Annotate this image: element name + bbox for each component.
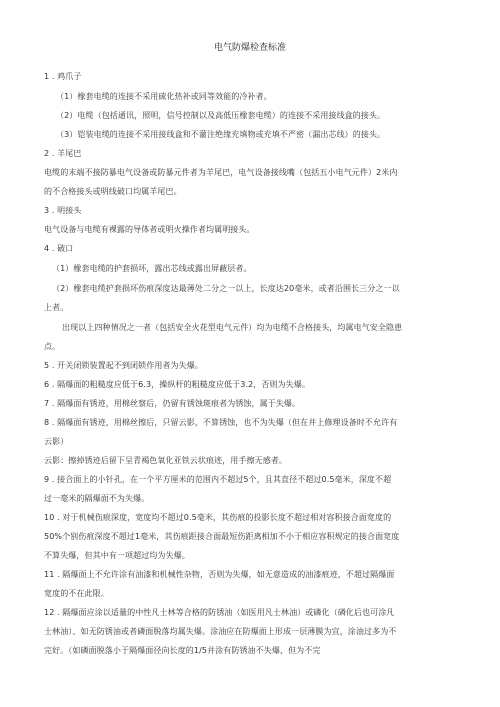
list-item: （1）橡套电缆的连接不采用硫化热补或同等效能的冷补者。 <box>56 92 272 101</box>
paragraph-line: 的不合格接头或明线破口均属羊尾巴。 <box>44 187 182 196</box>
paragraph-line: 点。 <box>44 342 61 351</box>
paragraph-line: 不算失爆，但其中有一项超过均为失爆。 <box>44 551 190 560</box>
section-heading: 6 . 隔爆面的粗糙度应低于6.3，操纵杆的粗糙度应低于3.2，否则为失爆。 <box>44 380 310 389</box>
paragraph-line: 50%个别伤痕深度不超过1毫米，其伤痕距接合面最短伤距离相加不小于相应容积规定的接合面宽度 <box>44 532 400 541</box>
page-title: 电气防爆检查标准 <box>213 43 286 53</box>
paragraph-line: 云影：擦掉锈迹后留下呈青褐色氧化亚铁云状痕迹，用手擦无感者。 <box>44 456 287 465</box>
paragraph-line: 士林油）、如无防锈油或者磷面脱落均属失爆。涂油应在防爆面上形成一层薄膜为宜，涂油过多为不 <box>44 627 397 636</box>
paragraph-line: 过一毫米的隔爆面不为失爆。 <box>44 494 150 503</box>
section-heading: 11 . 隔爆面上不允许涂有油漆和机械性杂物，否则为失爆，如无意造成的油漆痕迹，不超过隔爆面 <box>44 570 395 579</box>
section-heading: 7 . 隔爆面有锈迹，用棉丝察后，仍留有锈蚀斑痕者为锈蚀，属于失爆。 <box>44 399 301 408</box>
list-item: （2）电缆（包括通讯，照明，信号控制以及高低压橡套电缆）的连接不采用接线盒的接头。 <box>56 111 386 120</box>
section-heading: 3 . 明接头 <box>44 206 82 215</box>
section-heading: 12 . 隔爆面应涂以适量的中性凡士林等合格的防锈油（如医用凡士林油）或磷化（磷化后也可涂凡 <box>44 608 395 617</box>
paragraph-line: 完好。（如磷面脱落小于隔爆面径向长度的1/5并涂有防锈油不失爆，但为不完 <box>44 646 321 655</box>
list-item: （3）铠装电缆的连接不采用接线盒和不灌注绝缘充填物或充填不严密（漏出芯线）的接头。 <box>56 130 386 139</box>
section-heading: 4 . 破口 <box>44 244 74 253</box>
paragraph-line: 上者。 <box>44 303 69 312</box>
paragraph-line: 宽度的不在此限。 <box>44 589 109 598</box>
paragraph-line: 电气设备与电缆有裸露的导体者或明火操作者均属明接头。 <box>44 225 255 234</box>
section-heading: 10 . 对于机械伤痕深度，宽度均不超过0.5毫米，其伤痕的投影长度不超过相对容积接合面宽度的 <box>44 513 392 522</box>
section-heading: 8 . 隔爆面有锈迹，用棉丝擦后，只留云影，不算锈蚀，也不为失爆（但在井上修理设备时不允许有 <box>44 418 398 427</box>
list-item: （1）橡套电缆的护套损坏，露出芯线或露出屏蔽层者。 <box>52 264 252 273</box>
section-heading: 1 . 鸡爪子 <box>44 72 82 81</box>
paragraph-line: 出现以上四种情况之一者（包括安全火花型电气元件）均为电缆不合格接头，均属电气安全隐患 <box>62 323 403 332</box>
section-heading: 9 . 接合面上的小针孔，在一个平方厘米的范围内不超过5个，且其直径不超过0.5毫米，深度不超 <box>44 475 392 484</box>
paragraph-line: 电缆的末端不接防暴电气设备或防暴元件者为羊尾巴，电气设备接线嘴（包括五小电气元件）2米内 <box>44 168 398 177</box>
section-heading: 2 . 羊尾巴 <box>44 149 82 158</box>
section-heading: 5 . 开关闭锁装置起不到闭锁作用者为失爆。 <box>44 361 203 370</box>
list-item: （2）橡套电缆护套损坏伤痕深度达最薄处二分之一以上，长度达20毫米，或者沿围长三分之一以 <box>52 284 400 293</box>
paragraph-line: 云影） <box>44 437 69 446</box>
